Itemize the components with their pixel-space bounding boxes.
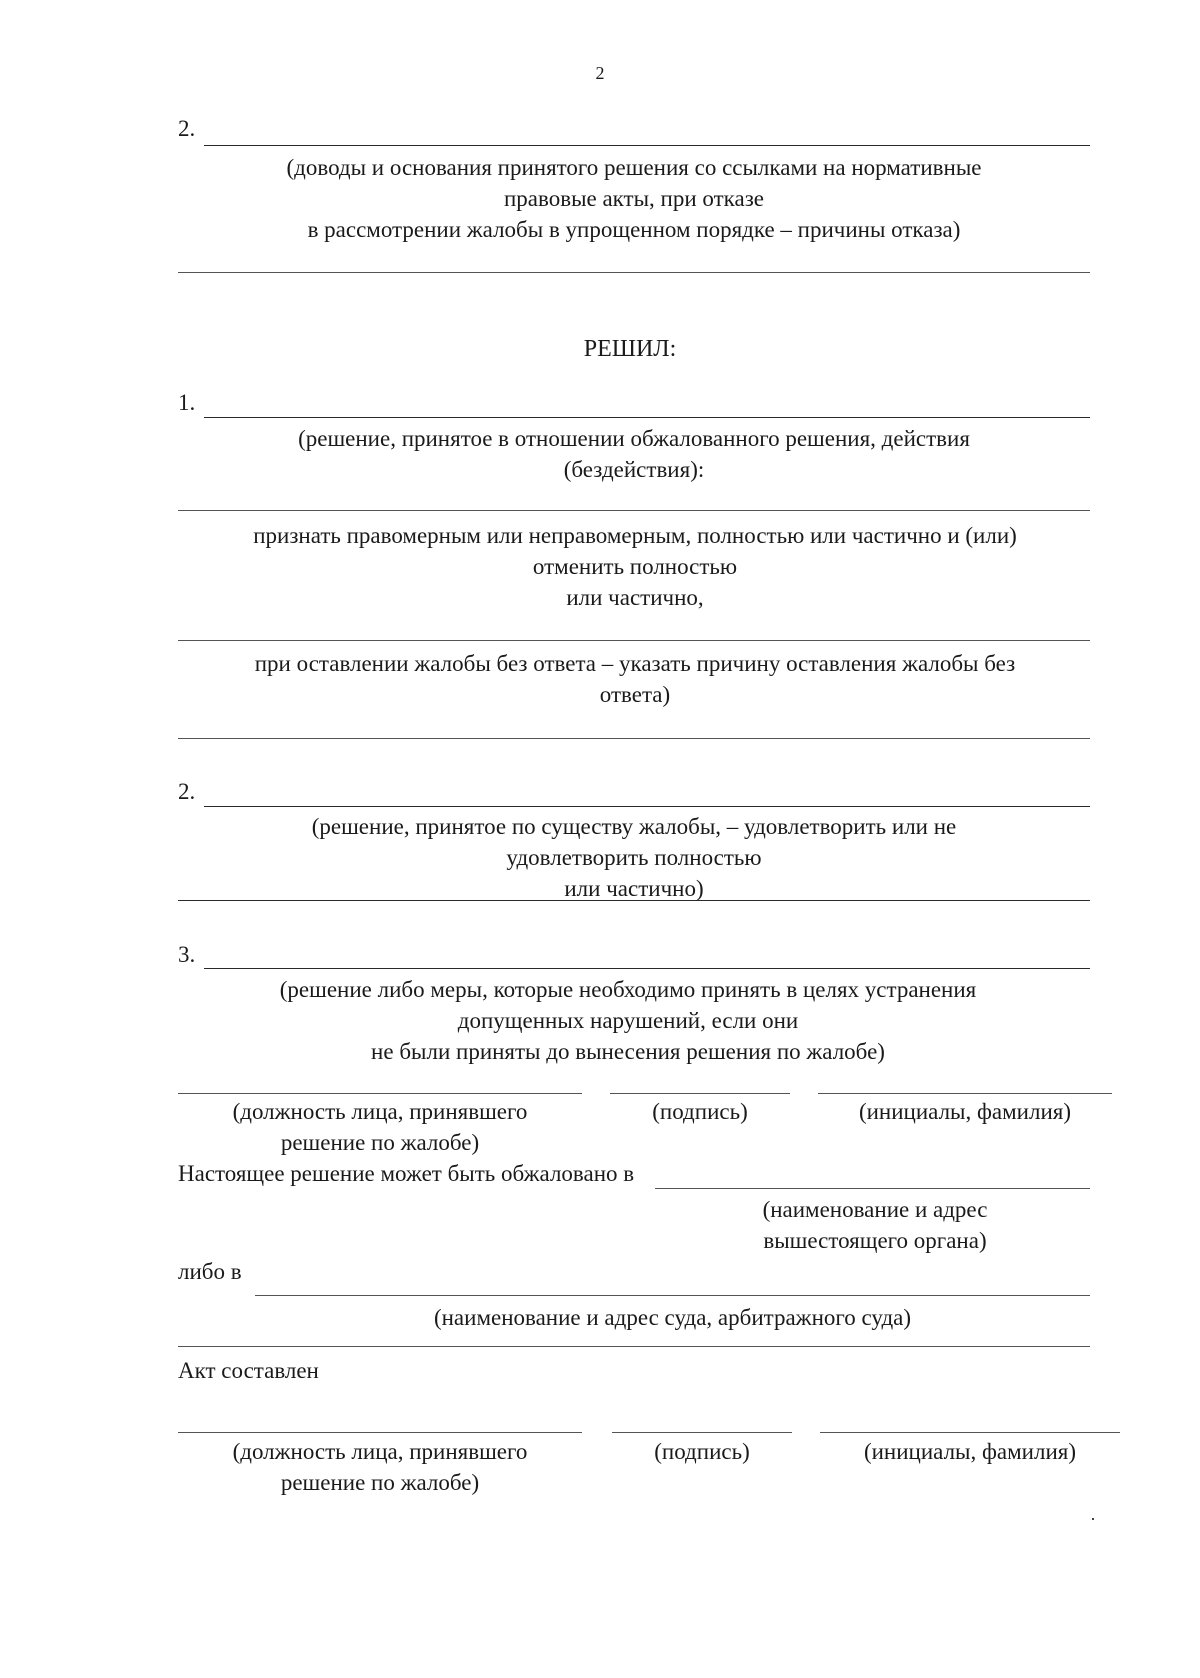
page-number: 2 xyxy=(595,63,605,83)
act-text: Акт составлен xyxy=(178,1358,319,1383)
signature-line-name xyxy=(818,1093,1112,1094)
fill-line xyxy=(204,417,1090,418)
fill-line xyxy=(178,1346,1090,1347)
caption: при оставлении жалобы без ответа – указать причину оставления жалобы без ответа) xyxy=(254,651,1016,707)
signature-line-name xyxy=(820,1432,1120,1433)
item-number: 3. xyxy=(178,942,196,967)
position-caption: (должность лица, принявшего решение по жалобе) xyxy=(232,1439,528,1495)
caption: (доводы и основания принятого решения со ссылками на нормативные правовые акты, при отказе в рассмотрении жалобы в упрощенном порядке – причины отказа) xyxy=(286,155,982,242)
signature-line-signature xyxy=(610,1093,790,1094)
fill-line xyxy=(204,968,1090,969)
court-caption: (наименование и адрес суда, арбитражного суда) xyxy=(433,1305,912,1330)
signature-line-signature xyxy=(612,1432,792,1433)
section-heading: РЕШИЛ: xyxy=(583,336,677,362)
position-caption: (должность лица, принявшего решение по жалобе) xyxy=(232,1099,528,1155)
fill-line xyxy=(204,145,1090,146)
fill-line xyxy=(178,272,1090,273)
fill-line xyxy=(178,738,1090,739)
item-number: 2. xyxy=(178,779,196,804)
caption: (решение, принятое по существу жалобы, – удовлетворить или не удовлетворить полностью или частично) xyxy=(311,814,957,901)
signature-caption: (подпись) xyxy=(654,1439,750,1464)
fill-line xyxy=(204,806,1090,807)
caption: (решение, принятое в отношении обжалованного решения, действия (бездействия): xyxy=(298,426,970,482)
item-number: 2. xyxy=(178,116,196,141)
organ-caption: (наименование и адрес вышестоящего органа) xyxy=(762,1197,988,1253)
fill-line xyxy=(178,640,1090,641)
name-caption: (инициалы, фамилия) xyxy=(863,1439,1077,1464)
scan-dot xyxy=(1092,1518,1094,1520)
appeal-text: Настоящее решение может быть обжаловано в xyxy=(178,1161,635,1186)
fill-line xyxy=(178,510,1090,511)
name-caption: (инициалы, фамилия) xyxy=(858,1099,1072,1124)
fill-line xyxy=(178,900,1090,901)
item-number: 1. xyxy=(178,390,196,415)
signature-caption: (подпись) xyxy=(652,1099,748,1124)
caption: признать правомерным или неправомерным, полностью или частично и (или) отменить полностью или частично, xyxy=(253,523,1017,610)
caption: (решение либо меры, которые необходимо принять в целях устранения допущенных нарушений, если они не были приняты до вынесения решения по жалобе) xyxy=(279,977,977,1064)
signature-line-position xyxy=(178,1432,582,1433)
fill-line xyxy=(655,1188,1090,1189)
or-in-text: либо в xyxy=(178,1259,242,1284)
signature-line-position xyxy=(178,1093,582,1094)
fill-line xyxy=(255,1295,1090,1296)
